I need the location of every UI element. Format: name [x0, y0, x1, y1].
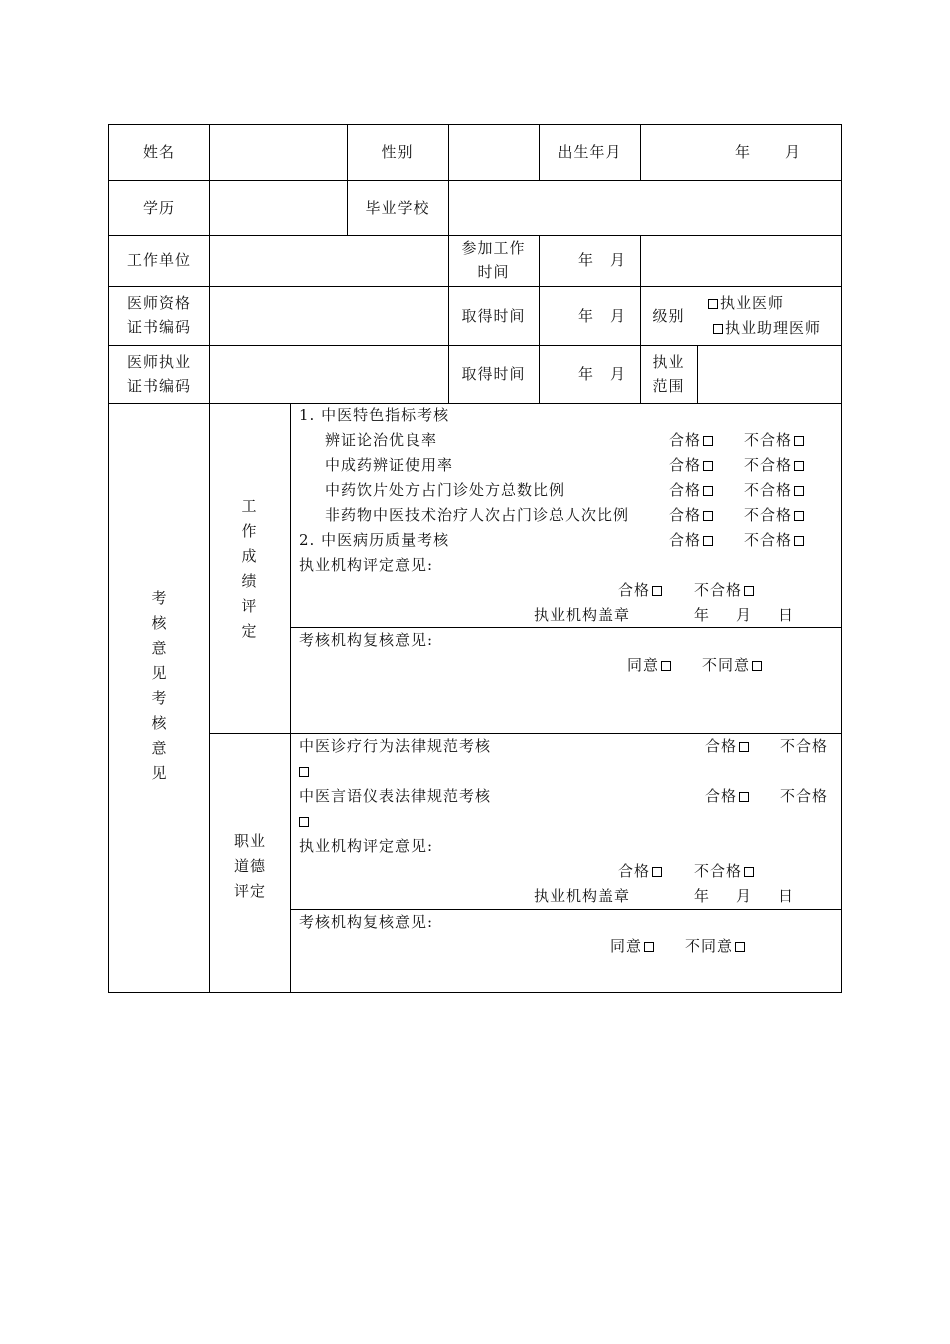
- checkbox-icon[interactable]: [794, 536, 804, 546]
- cert-year-label: 年: [578, 307, 595, 325]
- ethics-item-1-pass[interactable]: 合格: [705, 737, 749, 755]
- work-item-3: 非药物中医技术治疗人次占门诊总人次比例: [325, 506, 630, 524]
- work-org-year: 年: [694, 606, 711, 624]
- checkbox-icon[interactable]: [661, 661, 671, 671]
- row-divider: [109, 286, 841, 287]
- checkbox-icon[interactable]: [794, 511, 804, 521]
- work-item1-title: 1. 中医特色指标考核: [299, 406, 450, 424]
- work-org-fail[interactable]: 不合格: [694, 581, 754, 599]
- ethics-item-2: 中医言语仪表法律规范考核: [299, 787, 492, 805]
- cert-label-line1: 医师资格: [126, 294, 191, 312]
- work-item-2: 中药饮片处方占门诊处方总数比例: [325, 481, 566, 499]
- row-divider: [290, 627, 841, 628]
- col-divider: [640, 125, 641, 180]
- ethics-eval-label: 职业道德评定: [233, 832, 266, 900]
- ethics-item-1: 中医诊疗行为法律规范考核: [299, 737, 492, 755]
- work-item-2-pass[interactable]: 合格: [669, 481, 713, 499]
- checkbox-icon[interactable]: [739, 742, 749, 752]
- work-org-month: 月: [736, 606, 753, 624]
- work-item-0-pass[interactable]: 合格: [669, 431, 713, 449]
- checkbox-icon[interactable]: [794, 486, 804, 496]
- ethics-org-month: 月: [736, 887, 753, 905]
- license-year-label: 年: [578, 365, 595, 383]
- checkbox-icon[interactable]: [703, 536, 713, 546]
- ethics-review-agree[interactable]: 同意: [610, 937, 654, 955]
- checkbox-icon[interactable]: [299, 767, 309, 777]
- checkbox-icon[interactable]: [794, 436, 804, 446]
- work-eval-label: 工作成绩评定: [241, 497, 257, 640]
- ethics-org-seal-label: 执业机构盖章: [534, 887, 631, 905]
- row-divider: [209, 733, 841, 734]
- work-item-0: 辨证论治优良率: [325, 431, 438, 449]
- checkbox-icon[interactable]: [744, 586, 754, 596]
- checkbox-icon[interactable]: [644, 942, 654, 952]
- work-item-0-fail[interactable]: 不合格: [744, 431, 804, 449]
- ethics-org-day: 日: [778, 887, 795, 905]
- row-divider: [290, 909, 841, 910]
- ethics-item-2-fail[interactable]: 不合格: [780, 787, 829, 805]
- checkbox-icon[interactable]: [703, 486, 713, 496]
- scope-label-line1: 执业: [652, 353, 685, 371]
- row-divider: [109, 180, 841, 181]
- checkbox-icon[interactable]: [652, 867, 662, 877]
- row-divider: [109, 403, 841, 404]
- checkbox-icon[interactable]: [703, 461, 713, 471]
- work-item2-title: 2. 中医病历质量考核: [299, 531, 450, 549]
- ethics-item-2-fail-box[interactable]: [299, 812, 311, 830]
- row-divider: [109, 345, 841, 346]
- join-month-label: 月: [610, 251, 627, 269]
- birth-month-label: 月: [785, 143, 802, 161]
- cert-month-label: 月: [610, 307, 627, 325]
- assessment-side-label: 考核意见考核意见: [151, 589, 167, 782]
- scope-label-line2: 范围: [652, 377, 685, 395]
- ethics-review-opinion-label: 考核机构复核意见:: [299, 913, 434, 931]
- gender-label: 性别: [381, 143, 414, 161]
- ethics-org-pass[interactable]: 合格: [618, 862, 662, 880]
- work-item-3-fail[interactable]: 不合格: [744, 506, 804, 524]
- col-divider: [290, 403, 291, 992]
- checkbox-icon[interactable]: [735, 942, 745, 952]
- license-label-line1: 医师执业: [126, 353, 191, 371]
- work-review-disagree[interactable]: 不同意: [702, 656, 762, 674]
- ethics-item-1-fail[interactable]: 不合格: [780, 737, 829, 755]
- work-item2-pass[interactable]: 合格: [669, 531, 713, 549]
- col-divider: [347, 125, 348, 235]
- work-item-3-pass[interactable]: 合格: [669, 506, 713, 524]
- work-org-seal-label: 执业机构盖章: [534, 606, 631, 624]
- join-time-label-line1: 参加工作: [461, 239, 526, 257]
- row-divider: [109, 235, 841, 236]
- ethics-item-1-fail-box[interactable]: [299, 762, 311, 780]
- cert-obtain-label: 取得时间: [461, 307, 526, 325]
- level-label: 级别: [652, 307, 685, 325]
- work-review-agree[interactable]: 同意: [627, 656, 671, 674]
- name-label: 姓名: [142, 143, 175, 161]
- checkbox-icon[interactable]: [794, 461, 804, 471]
- work-item-1-pass[interactable]: 合格: [669, 456, 713, 474]
- work-item2-fail[interactable]: 不合格: [744, 531, 804, 549]
- checkbox-icon[interactable]: [652, 586, 662, 596]
- ethics-review-disagree[interactable]: 不同意: [685, 937, 745, 955]
- checkbox-icon[interactable]: [703, 511, 713, 521]
- work-item-1: 中成药辨证使用率: [325, 456, 454, 474]
- work-org-opinion-label: 执业机构评定意见:: [299, 556, 434, 574]
- assessment-form-table: [108, 124, 842, 993]
- work-review-opinion-label: 考核机构复核意见:: [299, 631, 434, 649]
- col-divider: [697, 345, 698, 403]
- level-option-physician[interactable]: 执业医师: [708, 294, 784, 312]
- col-divider: [539, 235, 540, 403]
- checkbox-icon[interactable]: [299, 817, 309, 827]
- workplace-label: 工作单位: [126, 251, 191, 269]
- birth-year-label: 年: [735, 143, 752, 161]
- checkbox-icon[interactable]: [708, 299, 718, 309]
- cert-label-line2: 证书编码: [126, 318, 191, 336]
- join-year-label: 年: [578, 251, 595, 269]
- checkbox-icon[interactable]: [703, 436, 713, 446]
- work-org-pass[interactable]: 合格: [618, 581, 662, 599]
- ethics-org-year: 年: [694, 887, 711, 905]
- school-label: 毕业学校: [365, 199, 430, 217]
- license-label-line2: 证书编码: [126, 377, 191, 395]
- ethics-org-fail[interactable]: 不合格: [694, 862, 754, 880]
- license-month-label: 月: [610, 365, 627, 383]
- checkbox-icon[interactable]: [744, 867, 754, 877]
- license-obtain-label: 取得时间: [461, 365, 526, 383]
- checkbox-icon[interactable]: [752, 661, 762, 671]
- checkbox-icon[interactable]: [713, 324, 723, 334]
- work-org-day: 日: [778, 606, 795, 624]
- work-item-1-fail[interactable]: 不合格: [744, 456, 804, 474]
- ethics-item-2-pass[interactable]: 合格: [705, 787, 749, 805]
- ethics-org-opinion-label: 执业机构评定意见:: [299, 837, 434, 855]
- join-time-label-line2: 时间: [477, 263, 510, 281]
- level-option-assistant[interactable]: 执业助理医师: [713, 319, 821, 337]
- checkbox-icon[interactable]: [739, 792, 749, 802]
- work-item-2-fail[interactable]: 不合格: [744, 481, 804, 499]
- birth-label: 出生年月: [557, 143, 622, 161]
- education-label: 学历: [142, 199, 175, 217]
